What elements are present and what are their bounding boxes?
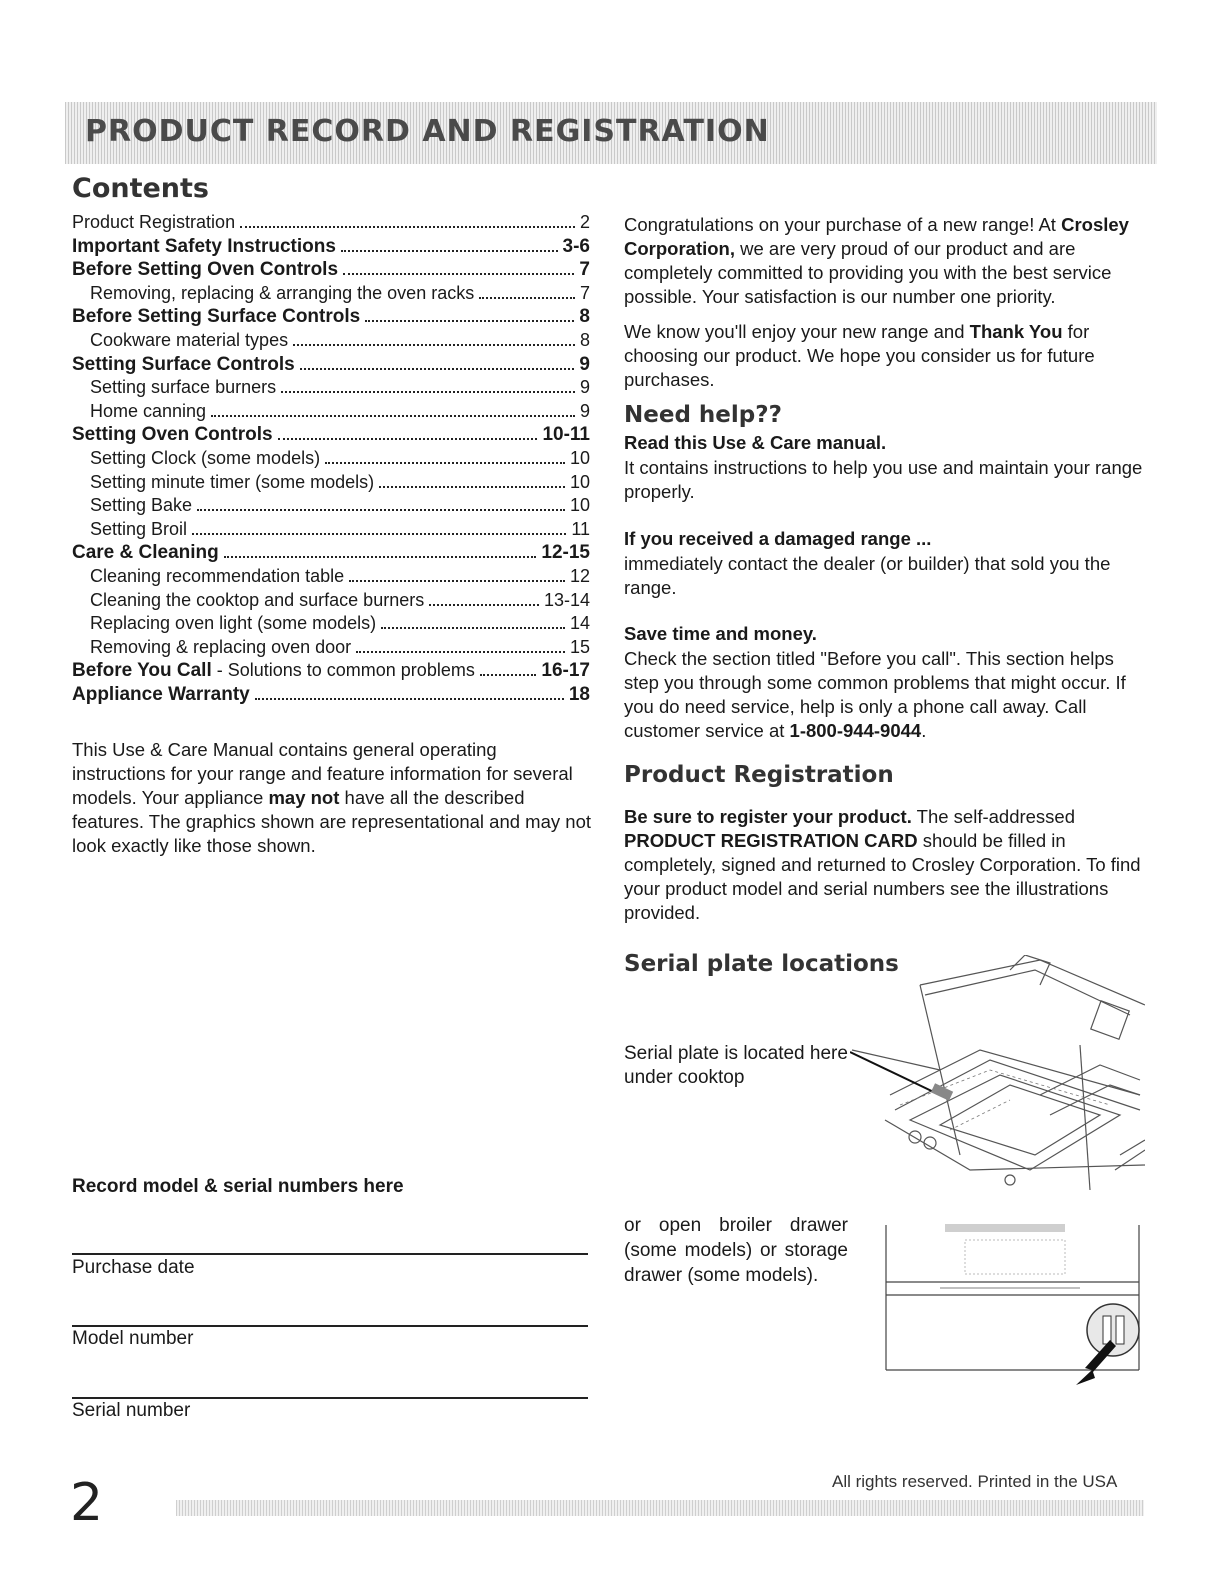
toc-leader-dots bbox=[349, 580, 565, 582]
toc-item-page: 13-14 bbox=[543, 589, 590, 610]
serial-plate-location-text: Serial plate is located here under cooktop bbox=[624, 1043, 848, 1088]
toc-item[interactable] bbox=[72, 330, 590, 354]
toc-item-label: Appliance Warranty bbox=[72, 683, 250, 705]
toc-item-page: 9 bbox=[579, 400, 590, 421]
toc-item-page: 10 bbox=[569, 495, 590, 516]
table-of-contents bbox=[72, 212, 590, 707]
model-number-label: Model number bbox=[72, 1328, 194, 1349]
model-number-line[interactable] bbox=[72, 1325, 588, 1327]
toc-leader-dots bbox=[278, 438, 538, 440]
toc-item-label: Replacing oven light (some models) bbox=[90, 613, 377, 634]
toc-item[interactable] bbox=[72, 637, 590, 661]
toc-item-page: 8 bbox=[579, 306, 590, 328]
toc-leader-dots bbox=[293, 344, 575, 346]
toc-item-page: 12-15 bbox=[541, 542, 590, 564]
registration-text: Be sure to register your product. The self-addressed PRODUCT REGISTRATION CARD should be filled in completely, signed and returned to Crosley Corporation. To find your product model and serial numbers see the illustrations provided. bbox=[624, 806, 1141, 923]
damaged-range-text: immediately contact the dealer (or builder) that sold you the range. bbox=[624, 553, 1111, 598]
toc-item-page: 18 bbox=[568, 683, 590, 705]
toc-leader-dots bbox=[381, 627, 565, 629]
toc-leader-dots bbox=[379, 486, 565, 488]
toc-leader-dots bbox=[343, 273, 574, 275]
manual-note-emphasis: may not bbox=[268, 787, 340, 808]
toc-item-label: Removing, replacing & arranging the oven racks bbox=[90, 282, 475, 303]
toc-leader-dots bbox=[480, 674, 537, 676]
read-manual-text: It contains instructions to help you use and maintain your range properly. bbox=[624, 457, 1143, 502]
need-help-heading: Need help?? bbox=[624, 402, 782, 428]
toc-item-page: 15 bbox=[569, 636, 590, 657]
customer-service-phone: 1-800-944-9044 bbox=[789, 720, 922, 741]
toc-item-label: Removing & replacing oven door bbox=[90, 636, 352, 657]
toc-item-label: Setting Oven Controls bbox=[72, 424, 273, 446]
toc-item-page: 7 bbox=[579, 282, 590, 303]
toc-leader-dots bbox=[255, 698, 564, 700]
toc-item[interactable] bbox=[72, 212, 590, 236]
record-heading: Record model & serial numbers here bbox=[72, 1176, 404, 1197]
toc-item-label: Setting minute timer (some models) bbox=[90, 471, 375, 492]
toc-item-page: 9 bbox=[579, 377, 590, 398]
page-number: 2 bbox=[70, 1473, 104, 1533]
save-time-text: Check the section titled "Before you call". This section helps step you through some common problems that might occur. If you do need service, help is only a phone call away. Call customer service at 1-800-944-9044. bbox=[624, 648, 1126, 741]
read-manual-heading: Read this Use & Care manual. bbox=[624, 432, 887, 453]
toc-item[interactable] bbox=[72, 283, 590, 307]
toc-item[interactable] bbox=[72, 684, 590, 708]
toc-leader-dots bbox=[224, 556, 537, 558]
toc-item[interactable] bbox=[72, 259, 590, 283]
serial-plate-heading: Serial plate locations bbox=[624, 951, 899, 977]
toc-leader-dots bbox=[211, 415, 575, 417]
toc-item[interactable] bbox=[72, 566, 590, 590]
toc-item-label: Care & Cleaning bbox=[72, 542, 219, 564]
toc-leader-dots bbox=[281, 391, 575, 393]
toc-item-page: 10 bbox=[569, 447, 590, 468]
toc-item[interactable] bbox=[72, 401, 590, 425]
toc-item[interactable] bbox=[72, 519, 590, 543]
cooktop-raised-illustration bbox=[850, 955, 1145, 1190]
toc-leader-dots bbox=[325, 462, 565, 464]
toc-leader-dots bbox=[192, 533, 566, 535]
toc-leader-dots bbox=[356, 651, 565, 653]
toc-item[interactable] bbox=[72, 590, 590, 614]
toc-item-label: Home canning bbox=[90, 400, 207, 421]
toc-leader-dots bbox=[479, 297, 575, 299]
toc-item-label: Setting Broil bbox=[90, 518, 188, 539]
toc-item-page: 14 bbox=[569, 613, 590, 634]
toc-item[interactable] bbox=[72, 448, 590, 472]
toc-leader-dots bbox=[429, 604, 539, 606]
toc-item-page: 12 bbox=[569, 565, 590, 586]
toc-item-page: 3-6 bbox=[562, 235, 590, 257]
toc-leader-dots bbox=[341, 250, 558, 252]
registration-card-name: PRODUCT REGISTRATION CARD bbox=[624, 830, 918, 851]
toc-item[interactable] bbox=[72, 236, 590, 260]
toc-item[interactable] bbox=[72, 542, 590, 566]
save-time-heading: Save time and money. bbox=[624, 623, 817, 644]
damaged-range-heading: If you received a damaged range ... bbox=[624, 528, 932, 549]
toc-item[interactable] bbox=[72, 354, 590, 378]
toc-item[interactable] bbox=[72, 660, 590, 684]
section-banner bbox=[65, 102, 1157, 164]
toc-item[interactable] bbox=[72, 613, 590, 637]
toc-leader-dots bbox=[300, 368, 575, 370]
toc-item[interactable] bbox=[72, 306, 590, 330]
toc-item-page: 2 bbox=[579, 212, 590, 232]
toc-item-label: Important Safety Instructions bbox=[72, 235, 336, 257]
footer-bar bbox=[176, 1500, 1144, 1516]
toc-item-label: Before Setting Surface Controls bbox=[72, 306, 361, 328]
toc-item-page: 10-11 bbox=[542, 424, 590, 446]
toc-item-page: 16-17 bbox=[541, 660, 590, 682]
broiler-drawer-illustration bbox=[880, 1220, 1145, 1390]
purchase-date-line[interactable] bbox=[72, 1253, 588, 1255]
purchase-date-label: Purchase date bbox=[72, 1257, 195, 1278]
toc-item-label: Setting Bake bbox=[90, 495, 193, 516]
toc-item-label: Setting Surface Controls bbox=[72, 353, 295, 375]
manual-note: This Use & Care Manual contains general operating instructions for your range and feature information for several models. Your appliance may not have all the described features. The graphics shown are representational and may not look exactly like those shown. bbox=[72, 739, 591, 856]
toc-item-page: 9 bbox=[579, 353, 590, 375]
toc-item-label: Cookware material types bbox=[90, 329, 289, 350]
toc-item[interactable] bbox=[72, 472, 590, 496]
toc-item[interactable] bbox=[72, 377, 590, 401]
toc-item-label: Cleaning recommendation table bbox=[90, 565, 345, 586]
toc-item[interactable] bbox=[72, 495, 590, 519]
serial-number-label: Serial number bbox=[72, 1400, 191, 1421]
broiler-drawer-text: or open broiler drawer (some models) or storage drawer (some models). bbox=[624, 1215, 848, 1286]
toc-item-page: 10 bbox=[569, 471, 590, 492]
intro-paragraph-2: We know you'll enjoy your new range and Thank You for choosing our product. We hope you consider us for future purchases. bbox=[624, 321, 1095, 390]
toc-item-label: Setting Clock (some models) bbox=[90, 447, 321, 468]
toc-item-page: 8 bbox=[579, 329, 590, 350]
toc-item-label: Before Setting Oven Controls bbox=[72, 259, 339, 281]
toc-leader-dots bbox=[197, 509, 565, 511]
toc-item-page: 7 bbox=[579, 259, 590, 281]
contents-heading: Contents bbox=[72, 173, 210, 204]
intro-paragraph-1: Congratulations on your purchase of a new range! At Crosley Corporation, we are very proud of our product and are completely committed to providing you with the best service possible. Your satisfaction is our number one priority. bbox=[624, 214, 1129, 307]
toc-item-label: Before You Call - Solutions to common problems bbox=[72, 660, 475, 682]
toc-item[interactable] bbox=[72, 424, 590, 448]
product-registration-heading: Product Registration bbox=[624, 762, 894, 788]
toc-leader-dots bbox=[365, 320, 574, 322]
rights-text: All rights reserved. Printed in the USA bbox=[832, 1472, 1118, 1491]
toc-item-label: Product Registration bbox=[72, 212, 236, 232]
serial-number-line[interactable] bbox=[72, 1397, 588, 1399]
toc-leader-dots bbox=[240, 226, 575, 228]
toc-item-label: Cleaning the cooktop and surface burners bbox=[90, 589, 425, 610]
toc-item-page: 11 bbox=[571, 518, 590, 539]
banner-title: PRODUCT RECORD AND REGISTRATION bbox=[85, 114, 770, 149]
toc-item-label: Setting surface burners bbox=[90, 377, 277, 398]
